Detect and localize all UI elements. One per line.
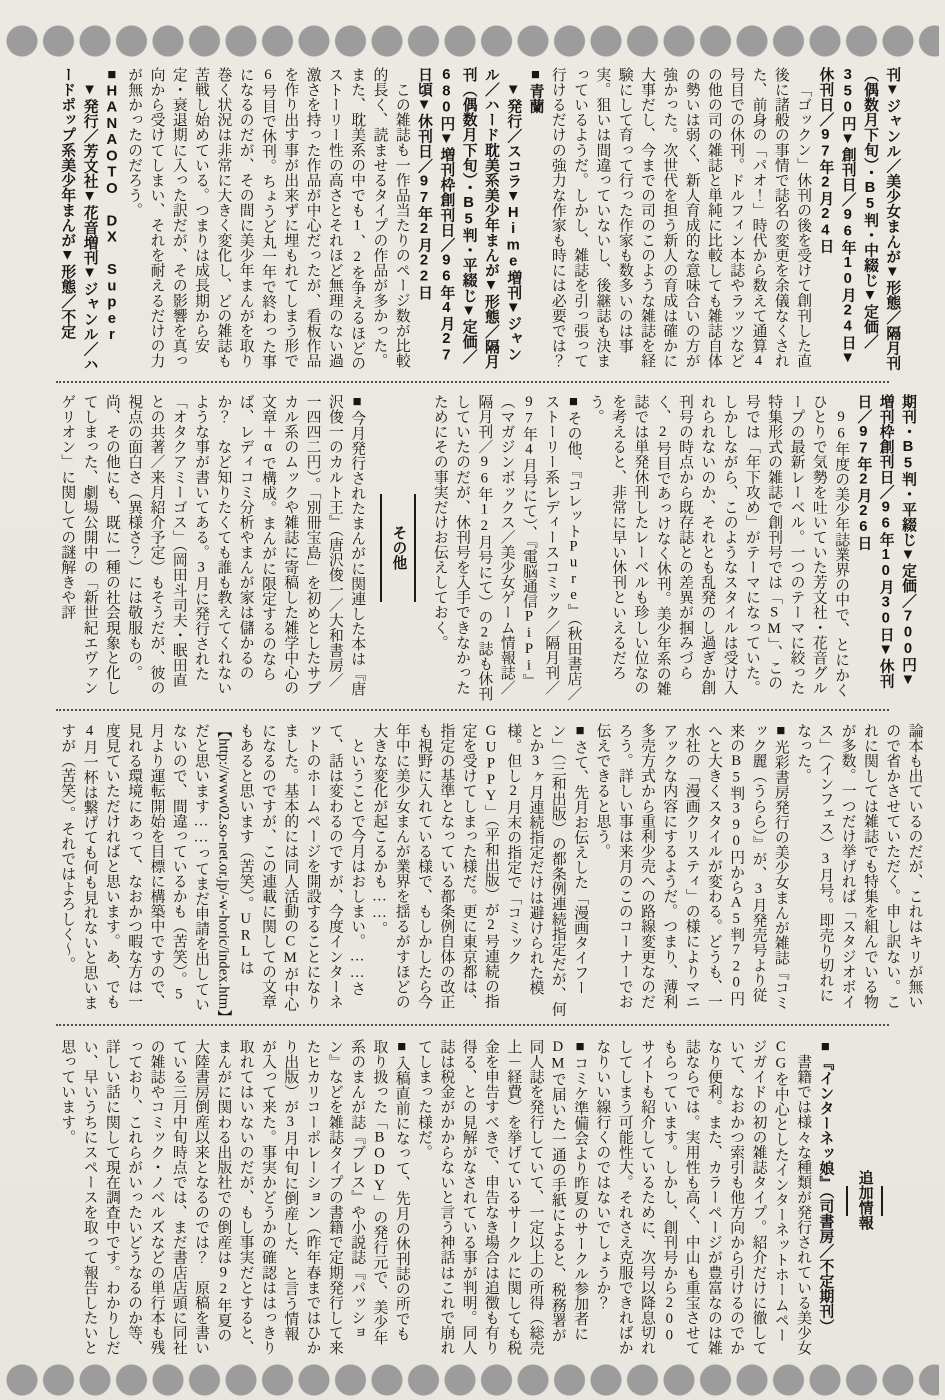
- paragraph-text: 】だと思います……ってまだ申請を出していないので、間違っているかも（苦笑）。5月より運転開始を目標に構築中ですので、見れる環境にあって、なおかつ暇な方は一度見ていただければと思います。あ、でも4月一杯は繋げても何も見れないと思いますが（苦笑）。それではよろしく〜。: [59, 723, 232, 1017]
- article-paragraph: 「ゴックン」休刊の後を受けて創刊した直後に諸般の事情で誌名の変更を余儀なくされた、前身の「パオ！」時代から数えて通算4号目での休刊。ドルフィン本誌やラッツなどの他の司の雑誌と単純に比較しても雑誌自体の勢いは弱く、新人育成的な意味合いの方が強かった。次世代を担う新人の育成は確かに大事だし、今までの司のこのような雑誌を経験にして育って行った作家も数多いのは事実。狙いは間違っていないし、後継誌も決まっているようだ。しかし、雑誌を引っ張って行けるだけの強力な作家も時には必要では？: [549, 67, 812, 370]
- article-paragraph: [56, 723, 368, 1017]
- article-paragraph: ■さて、先月お伝えした「漫画タイフーン」（三和出版）の都条例連続指定だが、何とか3ヶ月連続指定だけは避けられた模様。但し2月末の指定で「コミックGUPPY」（平和出版）が2号連続の指定を受けてしまった様だ。更に東京都は、指定の基準となっている都条例自体の改正も視野に入れている様で、もしかしたら今年中に美少女まんが業界を揺るがすほどの大きな変化が起こるかも……。: [371, 723, 589, 1017]
- article-paragraph: ■今月発行されたまんがに関連した本は『唐沢俊一のカルト王』（唐沢俊一／大和書房／一四四二円）。「別冊宝島」を初めとしたサブカル系のムックや雑誌に寄稿した雑学中心の文章＋αで構成。まんがに限定するのならば、レディコミ分析やまんが家は儲かるのか？ など知りたくても誰も教えてくれないような事が書いてある。3月に発行された「オタクアミーゴス」（岡田斗司夫・眠田直との共著／来月紹介予定）もそうだが、彼の視点の面白さ（異様さ？）には敬服もの。尚、その他にも、既に一種の社会現象と化してしまった、劇場公開中の「新世紀エヴァンゲリオン」に関しての謎解きや評: [59, 394, 366, 697]
- article-paragraph: 論本も出ているのだが、これはキリが無いので省かさせていただく。申し訳ない。これに関しては雑誌でも特集を組んでいる物が多数。一つだけ挙げれば「スタジオボイス」（インフェス）3月号。即売り切れになった。: [795, 723, 923, 1009]
- magazine-spec-line: ▼発行／芳文社▼花音増刊▼ジャンル／ハードポップ系美少年まんが▼形態／不定: [59, 67, 98, 372]
- homepage-url-text: http://www02.so-net.or.jp/-w-horic/index.htm: [215, 738, 232, 1010]
- text-band-2: [56, 394, 919, 702]
- magazine-spec-line: 期刊・B5判・平綴じ▼定価／700円▼増刊枠創刊日／96年10月30日▼休刊日／97年2月26日: [855, 394, 916, 689]
- article-paragraph: ■その他、『コレットPure』（秋田書店／ストーリー系レディースコミック／隔月刊／97年4月号にて）、『電脳通信PiPi』（マガジンボックス／美少女ゲーム情報誌／隔月刊／96年12月号にて）の2誌も休刊していたのだが、休刊号を入手できなかったためにその事実だけお伝えしておく。: [431, 394, 582, 702]
- article-paragraph: この雑誌も一作品当たりのページ数が比較的長く、読ませるタイプの作品が多かった。また、耽美系の中でも1、2を争えるほどのストーリー性の高さとそれほど無理のない過激さを持った作品が中心だったが、看板作品を作り出す事が出来ずに埋もれてしまう形で6号目で休刊。ちょうど丸一年で終わった事になるのだが、その間に美少年まんがを取り巻く状況は非常に大きく変化し、どの雑誌も苦戦し始めている。つまりは成長期から安定・衰退期に入った訳だが、その影響を真っ向から受けてしまい、それを耐えるだけの力が無かったのだろう。: [126, 67, 410, 371]
- article-paragraph: ■光彩書房発行の美少女まんが雑誌『コミック麗（うらら）』が、3月発売号より従来のB5判390円からA5判720円へと大きくスタイルが変わる。どうも、一水社の「漫画クリスティ」の様によりマニアックな内容にするようだ。つまり、薄利多売方式から重利少売への路線変更なのだろう。詳しい事は来月のこのコーナーでお伝えできると思う。: [594, 723, 789, 1011]
- article-paragraph: 書籍では様々な種類が発行されている美少女CGを中心としたインターネットホームページガイドの初の雑誌タイプ。紹介だけに徹していて、なおかつ索引も他方向から引けるのでかなり便利。また、カラーページが豊富なのは雑誌ならでは。実用性も高く、中山も重宝させてもらっています。しかし、創刊号から200サイトも紹介しているために、次号以降息切れしてしまう可能性大。それさえ克服できればかなりいい線行くのではないでしょうか？: [594, 1039, 812, 1356]
- divider-line: [846, 1186, 848, 1216]
- text-band-4: [56, 1039, 893, 1356]
- article-paragraph: ■入稿直前になって、先月の休刊誌の所でも取り扱った「BODY」の発行元で、美少年系のまんが誌『ブレス』や小説誌『パッション』などを雑誌タイプの書籍で定期発行して来たヒカリコーポレーション（昨年春まではひかり出版）が3月中旬に倒産した、と言う情報が入って来た。事実かどうかの確認ははっきり取れてはいないのだが、もし事実だとすると、まんがに関わる出版社での倒産は92年夏の大陸書房倒産以来となるのでは？ 原稿を書いている三月中旬時点では、まだ書店店頭に同社の雑誌やコミック・ノベルズなどの単行本も残っており、これらがいったいどうなるのか等、詳しい話に関して現在調査中です。わかりしだい、早いうちにスペースを取って報告したいと思っています。: [59, 1039, 410, 1356]
- magazine-spec-line: 刊▼ジャンル／美少女まんが▼形態／隔月刊（偶数月下旬）・B5判・中綴じ▼定価／350円▼創刊日／96年10月24日▼休刊日／97年2月24日: [817, 67, 901, 371]
- dot-border-bottom: [6, 1364, 939, 1397]
- article-paragraph: 96年度の美少年誌業界の中で、とにかくひとりで気勢を吐いていた芳文社・花音グループの最新レーベル。一つのテーマに絞った特集形式の雑誌で創刊号では「SM」、この号では「年下攻め」がテーマになっていた。しかしながら、このようなスタイルは受け入れられないのか、それとも乱発のし過ぎか創刊号の時点から既存誌との差異が掴みづらく、2号目であっけなく休刊。美少年系の雑誌では単発休刊したレーベルも珍しい位なのを考えると、非常に早い休刊といえるだろう。: [587, 394, 850, 698]
- subsection-title: その他: [390, 525, 407, 571]
- dot-border-top: [6, 25, 939, 58]
- divider-line: [414, 494, 416, 602]
- text-band-1: [56, 67, 903, 374]
- divider-line: [380, 494, 382, 602]
- section-header-seiran: ■青蘭: [527, 67, 544, 114]
- dotted-divider: [56, 1024, 889, 1026]
- magazine-spec-line: ▼発行／スコラ▼Hime増刊▼ジャンル／ハード耽美系美少年まんが▼形態／隔月刊（偶数月下旬）・B5判・平綴じ▼定価／680円▼増刊枠創刊日／96年4月27日頃▼休刊日／97年2月22日: [416, 67, 522, 370]
- divider-line: [881, 1186, 883, 1216]
- text-band-3: [56, 723, 926, 1017]
- article-paragraph: ■コミケ準備会より昨夏のサークル参加者にDMで届いた一通の手紙によると、税務署が同人誌を発行していて、一定以上の所得（総売上－経費）を挙げているサークルに関しても税金を申告すべきで、申告なき場合は追徴も有り得る、との見解がなされている事が判明。同人誌は税金がかからないと言う神話はこれで崩れてしまった様だ。: [416, 1039, 589, 1356]
- subsection-header-sonota: [380, 394, 416, 702]
- dotted-divider: [56, 381, 889, 383]
- dotted-divider: [56, 709, 889, 711]
- subsection-title: 追加情報: [856, 1170, 873, 1231]
- section-header-hanaoto: ■HANAOTO DX Super: [103, 67, 120, 344]
- subsection-header-tsuika-joho: [846, 1039, 882, 1356]
- paragraph-text: ということで今月はおしまい。……さて、話は変わるのですが、今度インターネットのホームページを開設することになりました。基本的には同人活動のCMが中心になるのですが、この連載に関しての文章もあると思います（苦笑）。URLは【: [215, 723, 366, 1012]
- section-header-internet-musume: ■『インターネッ娘』（司書房／不定期刊）: [817, 1039, 834, 1334]
